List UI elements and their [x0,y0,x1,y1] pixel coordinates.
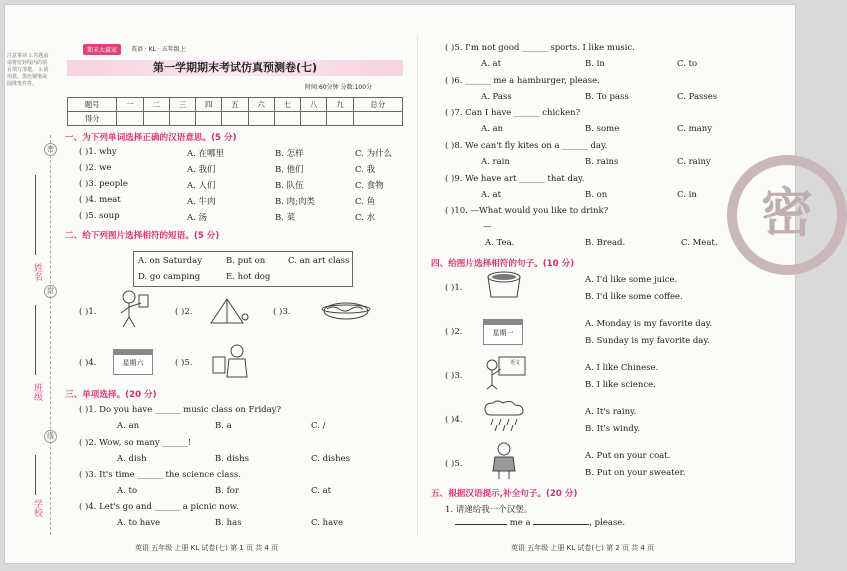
sec4-q3-a: A. I like Chinese. [585,363,659,373]
sec3-q3-c: C. at [311,486,332,496]
sec4-q2: ( )2. [445,327,463,337]
sec4-q1-a: A. I'd like some juice. [585,275,678,285]
sec1-q4-c: C. 鱼 [355,197,376,207]
time-score: 时间:60分钟 分数:100分 [305,84,373,91]
sec3-q3: ( )3. It's time ______ the science class. [79,470,241,480]
sec3-q2-b: B. dishs [215,454,250,464]
score-input[interactable] [327,112,353,126]
sec3-q3-b: B. for [215,486,239,496]
sec3-q10-a: A. Tea. [485,238,515,248]
sec5-blank-1[interactable] [455,524,507,525]
sec3-q10-c: C. Meat. [681,238,718,248]
name-label: 姓名 [32,263,42,281]
score-cell: 总分 [353,98,403,112]
score-input[interactable] [143,112,169,126]
sec3-q4-c: C. have [311,518,343,528]
sec3-q5: ( )5. I'm not good ______ sports. I like music. [445,43,635,53]
seal-mark-2: 封 [44,285,57,298]
sec2-title: 二、给下列图片选择相符的短语。(5 分) [65,231,220,241]
sec4-q2-b: B. Sunday is my favorite day. [585,336,710,346]
sec4-q4: ( )4. [445,415,463,425]
sec3-q7-b: B. some [585,124,620,134]
seal-line [50,135,51,535]
score-cell: 八 [301,98,327,112]
sec4-q3: ( )3. [445,371,463,381]
sec3-q8-a: A. rain [481,157,510,167]
seal-mark-1: 密 [44,143,57,156]
score-cell: 二 [143,98,169,112]
score-input[interactable] [353,112,403,126]
score-cell: 一 [117,98,143,112]
sec1-q5-b: B. 菜 [275,213,296,223]
sec4-q5-a: A. Put on your coat. [585,451,671,461]
calendar-icon [483,319,523,345]
sec3-q9: ( )9. We have art ______ that day. [445,174,585,184]
rain-cloud-icon [483,399,529,433]
sec1-q1: ( )1. why [79,147,117,157]
name-line[interactable] [35,175,36,255]
sec3-q2-c: C. dishes [311,454,350,464]
notes-text: 注意事项 1.答题前请将密封线内的项目填写清楚。 2.请用蓝、黑色钢笔或圆珠笔作答。 [7,53,49,87]
sec3-q5-b: B. in [585,59,605,69]
sec1-q5-a: A. 汤 [187,213,208,223]
school-label: 学校 [32,499,42,517]
sec3-q1-c: C. / [311,421,326,431]
sec2-opt-c: C. an art class [288,256,350,266]
score-input[interactable] [248,112,274,126]
score-table [67,97,403,126]
page-divider [417,35,418,535]
sec2-opt-a: A. on Saturday [138,256,202,266]
class-label: 班级 [32,383,42,401]
score-value-row [68,112,403,126]
sec3-q6-c: C. Passes [677,92,718,102]
sec1-q2: ( )2. we [79,163,112,173]
sec3-q8: ( )8. We can't fly kites on a ______ day. [445,141,608,151]
sec5-title: 五、根据汉语提示,补全句子。(20 分) [431,489,578,499]
sec1-q2-a: A. 我们 [187,165,216,175]
calendar-text: 星期一 [492,329,514,337]
sec5-blank-2[interactable] [533,524,589,525]
sec3-q10: ( )10. —What would you like to drink? [445,206,609,216]
binding-margin [5,5,61,565]
class-line[interactable] [35,305,36,375]
sec2-q4: ( )4. [79,358,97,368]
sec1-q4-b: B. 肉;肉类 [275,197,316,207]
footer-left: 英语 五年级 上册 KL 试卷(七) 第 1 页 共 4 页 [135,544,279,552]
score-cell: 五 [222,98,248,112]
coffee-cup-icon [483,269,525,301]
sec3-q6-b: B. To pass [585,92,629,102]
sec3-q10-b: B. Bread. [585,238,626,248]
sec1-q4-a: A. 牛肉 [187,197,216,207]
score-cell: 三 [169,98,195,112]
sec3-q4: ( )4. Let's go and ______ a picnic now. [79,502,239,512]
sec3-q8-b: B. rains [585,157,619,167]
sec3-q2-a: A. dish [117,454,147,464]
sec1-q3: ( )3. people [79,179,128,189]
sec2-option-box [133,251,353,287]
sec2-q3: ( )3. [273,307,291,317]
footer-right: 英语 五年级 上册 KL 试卷(七) 第 2 页 共 4 页 [511,544,655,552]
sec5-q1-mid: me a [509,518,531,528]
sec1-q3-b: B. 队伍 [275,181,304,191]
sec3-q7-a: A. an [481,124,504,134]
sec4-q4-b: B. It's windy. [585,424,641,434]
painting-kid-icon [113,289,149,329]
score-input[interactable] [117,112,143,126]
sec2-opt-d: D. go camping [138,272,201,282]
sec3-q7-c: C. many [677,124,713,134]
school-line[interactable] [35,455,36,495]
sec4-title: 四、给图片选择相符的句子。(10 分) [431,259,575,269]
sec1-q5: ( )5. soup [79,211,120,221]
sec3-q6-a: A. Pass [481,92,512,102]
sec2-q2: ( )2. [175,307,193,317]
sec1-q1-c: C. 为什么 [355,149,393,159]
tent-icon [209,295,249,327]
sec3-q3-a: A. to [117,486,138,496]
sec1-q3-c: C. 食物 [355,181,384,191]
sec4-q4-a: A. It's rainy. [585,407,637,417]
sec3-q1-a: A. an [117,421,140,431]
seal-mark-3: 线 [44,430,57,443]
score-input[interactable] [169,112,195,126]
sec4-q5: ( )5. [445,459,463,469]
sec3-q9-b: B. on [585,190,608,200]
sec4-q1: ( )1. [445,283,463,293]
teacher-board-icon [483,355,529,389]
sec3-q9-a: A. at [481,190,502,200]
sec5-q1: 1. 请递给我一个汉堡。 [445,505,533,515]
score-cell: 七 [274,98,300,112]
score-input[interactable] [222,112,248,126]
sec4-q3-b: B. I like science. [585,380,656,390]
sec4-q5-b: B. Put on your sweater. [585,468,686,478]
sec5-q1-end: , please. [589,518,626,528]
sec3-q5-a: A. at [481,59,502,69]
sec3-q4-a: A. to have [117,518,161,528]
header-bar [63,43,403,55]
brand-badge: 期末大赢家 [83,44,121,55]
sec1-q3-a: A. 人们 [187,181,216,191]
sec5-q1-sentence [455,518,625,528]
sec3-q8-c: C. rainy [677,157,711,167]
score-cell: 六 [248,98,274,112]
sec3-q6: ( )6. ______ me a hamburger, please. [445,76,600,86]
score-cell: 题号 [68,98,117,112]
score-input[interactable] [196,112,222,126]
sec1-q1-a: A. 在哪里 [187,149,225,159]
score-cell: 四 [196,98,222,112]
sec2-q1: ( )1. [79,307,97,317]
score-label: 得分 [68,112,117,126]
score-input[interactable] [301,112,327,126]
seal-stamp: 密 [727,155,847,275]
score-input[interactable] [274,112,300,126]
dressing-kid-icon [209,343,253,383]
sec3-q1: ( )1. Do you have ______ music class on Friday? [79,405,282,415]
sec4-q2-a: A. Monday is my favorite day. [585,319,713,329]
sec3-q9-c: C. in [677,190,697,200]
board-text: 语文 [510,360,521,366]
calendar-text: 星期六 [122,359,144,367]
sec3-q7: ( )7. Can I have ______ chicken? [445,108,581,118]
sec3-q2: ( )2. Wow, so many ______! [79,438,192,448]
sec3-q10-line: — [483,222,492,232]
child-sweater-icon [487,441,521,481]
sec1-q2-c: C. 我 [355,165,376,175]
calendar-icon [113,349,153,375]
hot-dog-icon [321,297,371,323]
sec2-q5: ( )5. [175,358,193,368]
sec3-q4-b: B. has [215,518,242,528]
page-title: 第一学期期末考试仿真预测卷(七) [67,60,403,76]
score-header-row [68,98,403,112]
sec1-q4: ( )4. meat [79,195,121,205]
sec1-title: 一、为下列单词选择正确的汉语意思。(5 分) [65,133,237,143]
sec2-opt-b: B. put on [226,256,266,266]
exam-sheet [4,4,813,564]
sec3-q5-c: C. to [677,59,698,69]
sec1-q2-b: B. 他们 [275,165,304,175]
sec1-q5-c: C. 水 [355,213,376,223]
sec3-q1-b: B. a [215,421,232,431]
score-cell: 九 [327,98,353,112]
sec4-q1-b: B. I'd like some coffee. [585,292,683,302]
sec3-title: 三、单项选择。(20 分) [65,390,157,400]
sec2-opt-e: E. hot dog [226,272,271,282]
series-label: 英语 · KL · 五年级上 [131,46,186,53]
sec1-q1-b: B. 怎样 [275,149,304,159]
